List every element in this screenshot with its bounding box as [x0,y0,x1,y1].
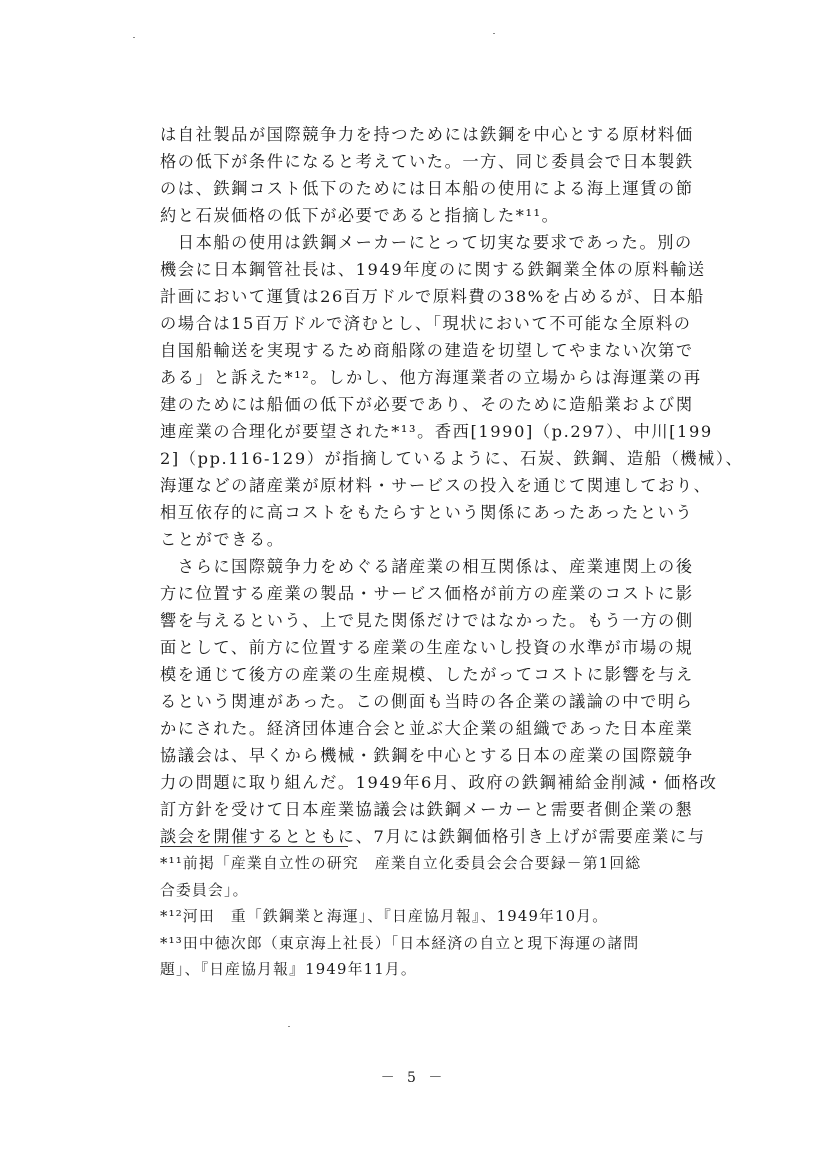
body-line: 自国船輸送を実現するため商船隊の建造を切望してやまない次第で [160,341,694,360]
body-line: るという関連があった。この側面も当時の各企業の議論の中で明ら [160,692,694,711]
body-text [160,121,744,850]
body-line: かにされた。経済団体連合会と並ぶ大企業の組織であった日本産業 [160,719,694,738]
body-line: 計画において運賃は26百万ドルで原料費の38%を占めるが、日本船 [160,287,705,306]
body-line: 協議会は、早くから機械・鉄鋼を中心とする日本の産業の国際競争 [160,746,694,765]
body-line: ことができる。 [160,530,285,549]
footnote-line: 合委員会」。 [160,881,249,899]
footnote-line: *¹³田中徳次郎（東京海上社長）「日本経済の自立と現下海運の諸問 [160,934,640,952]
body-line: さらに国際競争力をめぐる諸産業の相互関係は、産業連関上の後 [160,557,694,576]
body-line: 談会を開催するとともに、7月には鉄鋼価格引き上げが需要産業に与 [160,827,706,846]
scan-speck [133,37,135,38]
body-line: 方に位置する産業の製品・サービス価格が前方の産業のコストに影 [160,584,694,603]
footnote-line: *¹²河田 重「鉄鋼業と海運」、『日産協月報』、1949年10月。 [160,908,609,925]
scan-speck [493,33,495,34]
body-line: 約と石炭価格の低下が必要であると指摘した*¹¹。 [160,206,560,225]
body-line: 響を与えるという、上で見た関係だけではなかった。もう一方の側 [160,611,694,630]
footnote-line: 題」、『日産協月報』1949年11月。 [160,961,417,978]
body-line: 日本船の使用は鉄鋼メーカーにとって切実な要求であった。別の [160,233,693,252]
body-line: 機会に日本鋼管社長は、1949年度のに関する鉄鋼業全体の原料輸送 [160,260,706,279]
footnotes [160,851,720,984]
scan-speck [288,1026,290,1027]
footnote-separator [160,846,348,847]
body-line: 相互依存的に高コストをもたらすという関係にあったあったという [160,503,694,522]
body-line: 模を通じて後方の産業の生産規模、したがってコストに影響を与え [160,665,694,684]
body-line: 力の問題に取り組んだ。1949年6月、政府の鉄鋼補給金削減・価格改 [160,773,718,792]
body-line: 訂方針を受けて日本産業協議会は鉄鋼メーカーと需要者側企業の懇 [160,800,694,819]
body-line: の場合は15百万ドルで済むとし、「現状において不可能な全原料の [160,314,692,333]
body-line: 2]（pp.116-129）が指摘しているように、石炭、鉄鋼、造船（機械）、 [160,449,744,468]
body-line: 格の低下が条件になると考えていた。一方、同じ委員会で日本製鉄 [160,152,694,171]
body-line: のは、鉄鋼コスト低下のためには日本船の使用による海上運賃の節 [160,179,694,198]
body-line: は自社製品が国際競争力を持つためには鉄鋼を中心とする原材料価 [160,125,694,144]
footnote-line: *¹¹前掲「産業自立性の研究 産業自立化委員会会合要録－第1回総 [160,855,642,872]
body-line: 海運などの諸産業が原材料・サービスの投入を通じて関連しており、 [160,476,712,495]
page-number: － 5 － [380,1070,447,1086]
body-line: 連産業の合理化が要望された*¹³。香西[1990]（p.297）、中川[199 [160,422,713,441]
body-line: 面として、前方に位置する産業の生産ないし投資の水準が市場の規 [160,638,694,657]
body-line: 建のためには船価の低下が必要であり、そのために造船業および関 [160,395,694,414]
body-line: ある」と訴えた*¹²。しかし、他方海運業者の立場からは海運業の再 [160,368,702,387]
